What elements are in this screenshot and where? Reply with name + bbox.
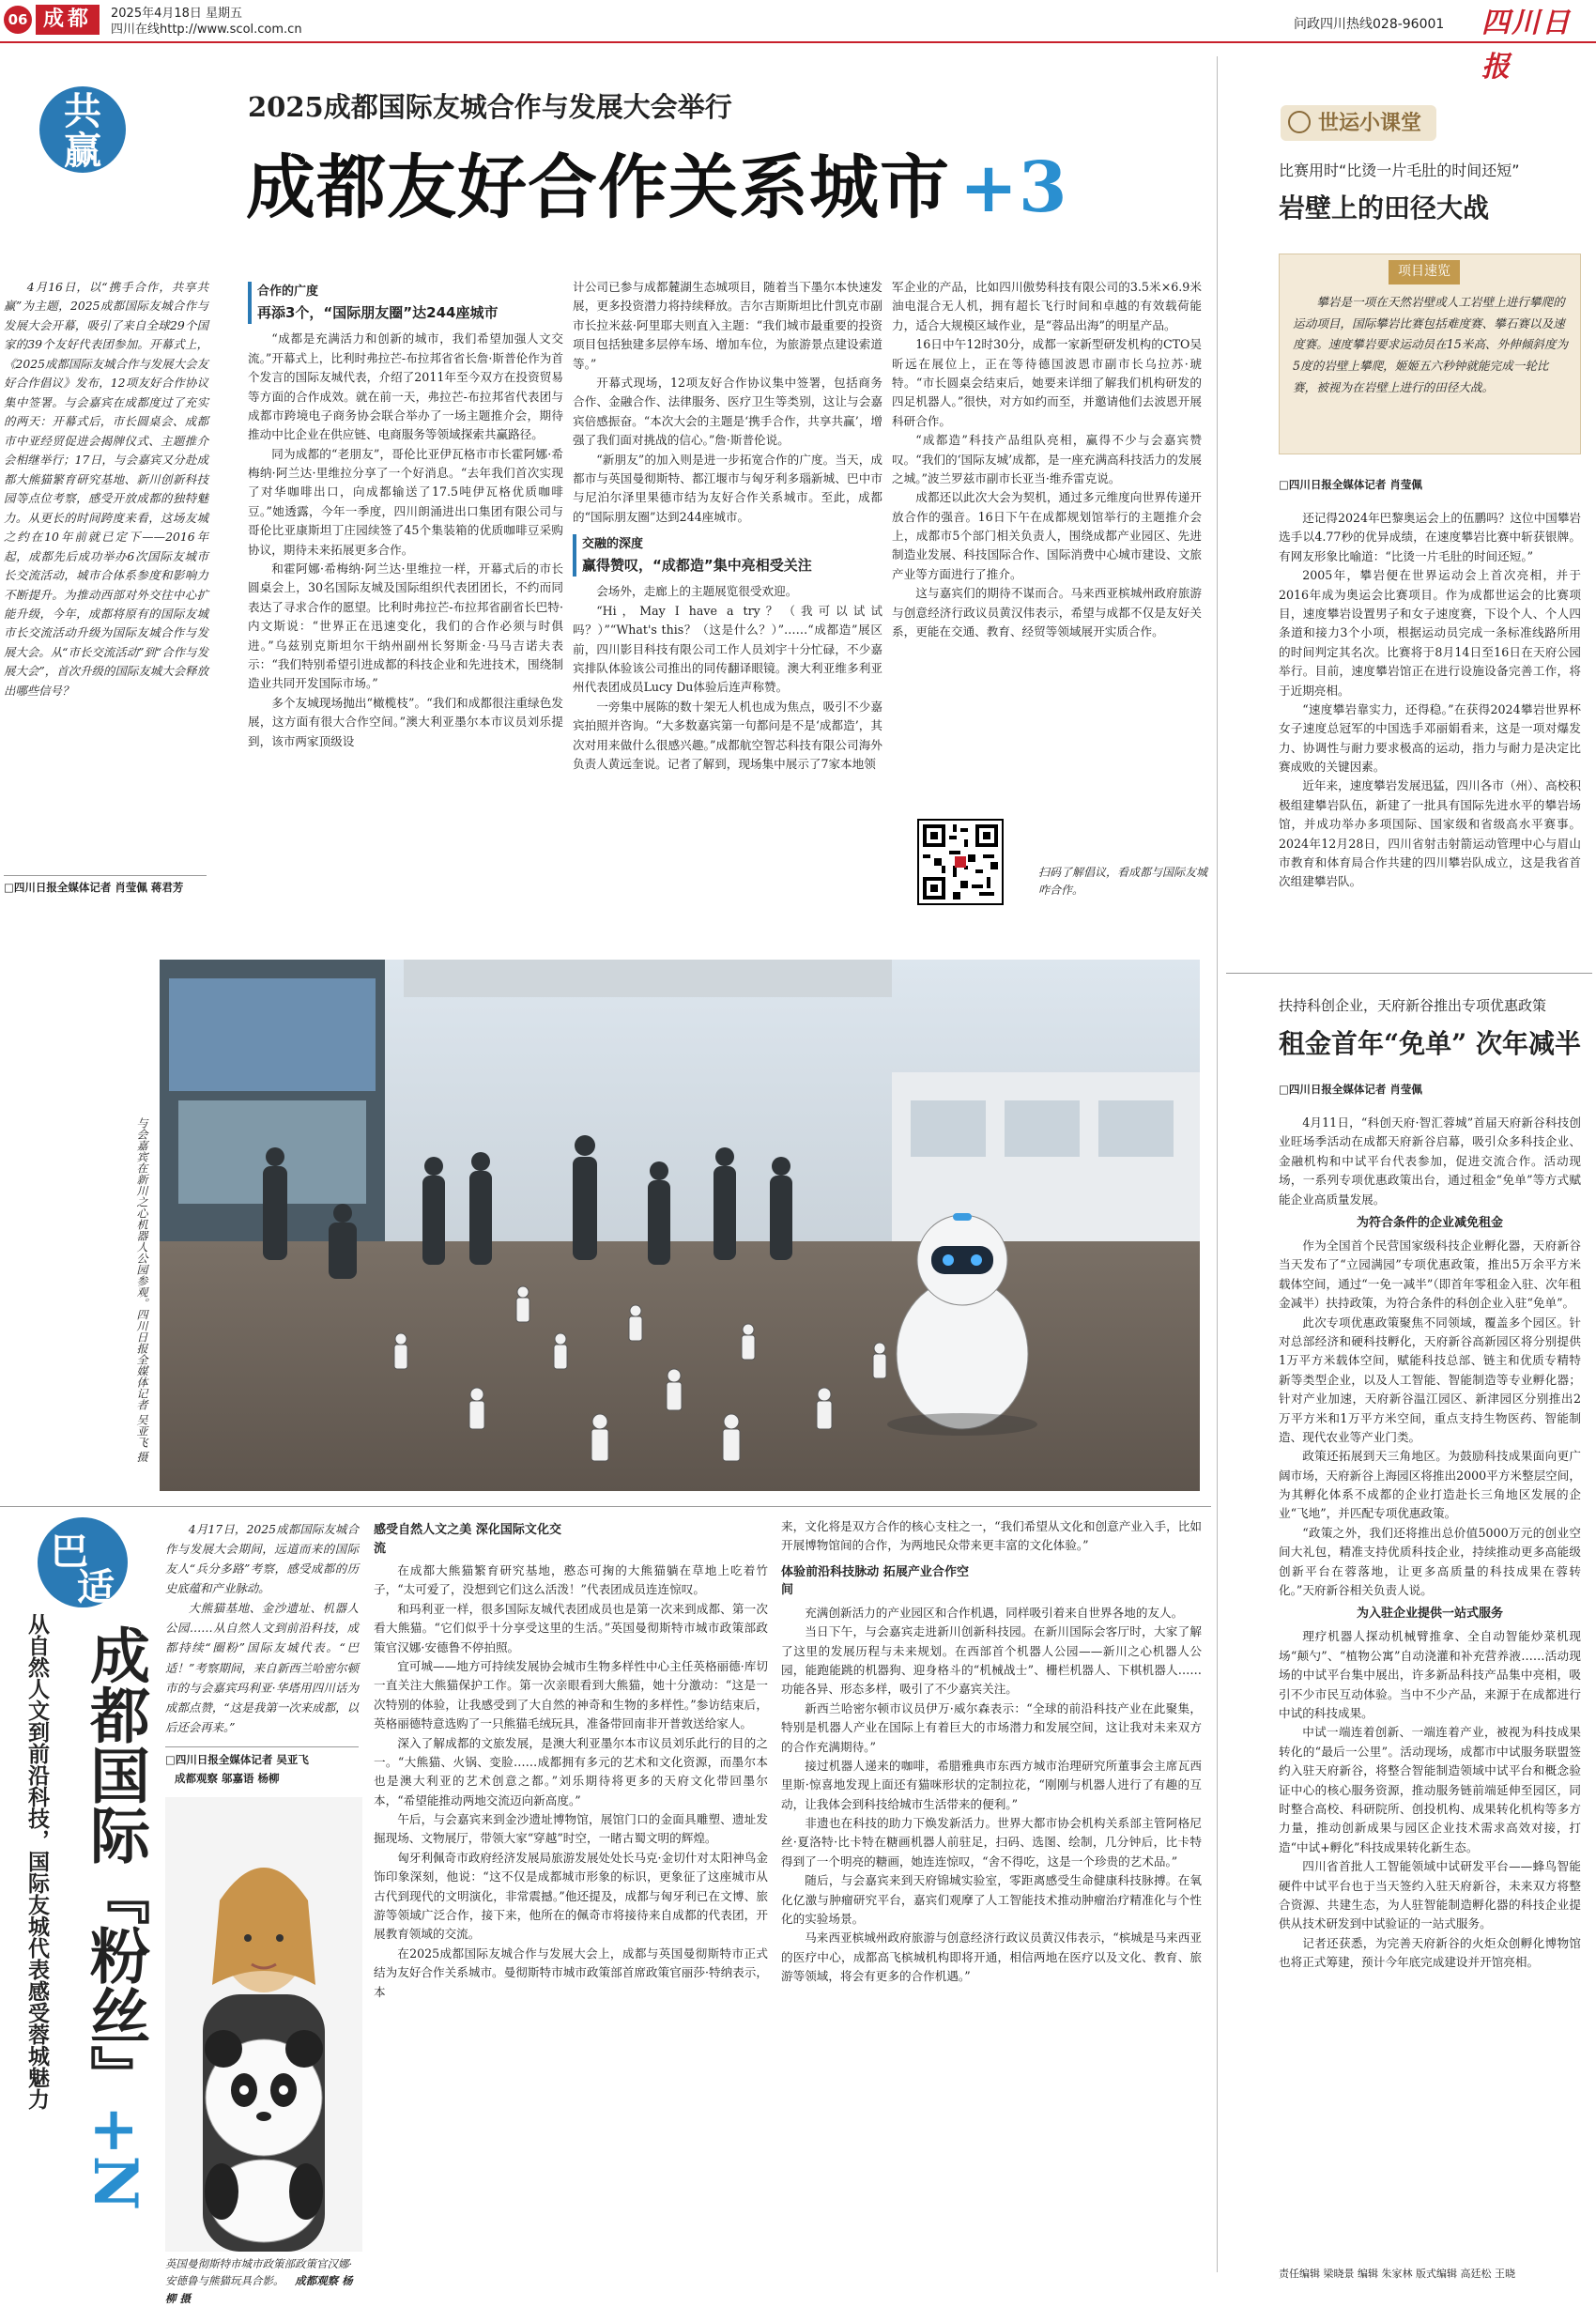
para: 4月11日，“科创天府·智汇蓉城”首届天府新谷科技创业旺场季活动在成都天府新谷启幕，吸引众多科技企业、金融机构和中试平台代表参加，促进交流合作。活动现场，一系列专项优惠政策出台，通过租金“免单”等方式赋能企业高质量发展。 [1279, 1115, 1581, 1207]
editors-credit: 责任编辑 梁晓景 编辑 朱家林 版式编辑 高廷松 王晓 [1279, 2268, 1515, 2280]
para: 计公司已参与成都麓湖生态城项目，随着当下墨尔本快速发展，更多投资潜力将持续释放。吉尔吉斯斯坦比什凯克市副市长拉米兹·阿里耶夫则直入主题：“我们城市最重要的投资项目包括独建多层停车场、增加车位，为旅游景点建设索道等。” [573, 280, 882, 371]
sidebar-divider [1217, 56, 1218, 2272]
sec2-title: 赢得赞叹，“成都造”集中亮相受关注 [573, 554, 882, 577]
quick-facts-title: 项目速览 [1389, 260, 1460, 285]
sidebar1-kicker: 比赛用时“比烫一片毛肚的时间还短” [1279, 161, 1520, 179]
story2-col2 [374, 1517, 768, 2002]
para: “速度攀岩靠实力，还得稳。”在获得2024攀岩世界杯女子速度总冠军的中国选手邓丽娟看来，这是一项对爆发力、协调性与耐力要求极高的运动，指力与耐力是决定比赛成败的关键因素。 [1279, 701, 1581, 775]
para: “新朋友”的加入则是进一步拓宽合作的广度。当天，成都市与英国曼彻斯特、都江堰市与匈牙利多瑙新城、巴中市与尼泊尔泽里果德市结为友好合作关系城市。至此，成都的“国际朋友圈”达到244座城市。 [573, 452, 882, 524]
sec2-label: 交融的深度 [573, 534, 882, 554]
para: 午后，与会嘉宾来到金沙遗址博物馆，展馆门口的金面具雕塑、遗址发掘现场、文物展厅，带领大家“穿越”时空，一睹古蜀文明的辉煌。 [374, 1812, 768, 1846]
para: 随后，与会嘉宾来到天府锦城实验室，零距离感受生命健康科技脉搏。在氧化亿激与肿瘤研究平台，嘉宾们观摩了人工智能技术推动肿瘤治疗精准化与个性化的实验场景。 [781, 1873, 1202, 1927]
quick-facts-text: 攀岩是一项在天然岩壁或人工岩壁上进行攀爬的运动项目，国际攀岩比赛包括难度赛、攀石赛以及速度赛。速度攀岩要求运动员在15米高、外伸倾斜度为5度的岩壁上攀爬，姬姬五六秒钟就能完成一轮比赛，被视为在岩壁上进行的田径大战。 [1293, 295, 1569, 394]
sec1-title: 再添3个，“国际朋友圈”达244座城市 [248, 301, 563, 324]
photo-caption-vertical: 与会嘉宾在新川之心机器人公园参观。四川日报全媒体记者 吴亚飞 摄 [135, 1117, 148, 1463]
para: 来，文化将是双方合作的核心支柱之一，“我们希望从文化和创意产业入手，比如开展博物馆间的合作，为两地民众带来更丰富的文化体验。” [781, 1519, 1202, 1553]
vertical-headline-plus: +N [80, 2105, 150, 2211]
para: 军企业的产品，比如四川傲势科技有限公司的3.5米×6.9米油电混合无人机，拥有超长飞行时间和卓越的有效载荷能力，适合大规模区域作业，是“蓉品出海”的明星产品。 [892, 280, 1202, 332]
issue-date: 2025年4月18日 星期五 [111, 7, 243, 21]
para: 深入了解成都的文旅发展，是澳大利亚墨尔本市议员刘乐此行的目的之一。“大熊猫、火锅、变脸……成都拥有多元的艺术和文化资源，而墨尔本也是澳大利亚的艺术创意之都。”刘乐期待将更多的天府文化带回墨尔本，“希望能推动两地交流迈向新高度。” [374, 1735, 768, 1807]
page-header [0, 0, 1596, 84]
panda-toy-photo [165, 1797, 362, 2252]
caption-text: 英国曼彻斯特市城市政策部政策官汉娜·安德鲁与熊猫玩具合影。 [165, 2257, 353, 2288]
para: 同为成都的“老朋友”，哥伦比亚伊瓦格市市长霍阿娜·希梅纳·阿兰达·里维拉分享了一个好消息。“去年我们首次实现了对华咖啡出口，向成都输送了17.5吨伊瓦格优质咖啡豆。”她透露，今年一季度，四川朗涌进出口集团有限公司与哥伦比亚康斯坦丁庄园续签了45个集装箱的优质咖啡豆采购协议，期待未来拓展更多合作。 [248, 446, 563, 557]
para: 记者还获悉，为完善天府新谷的火炬众创孵化博物馆也将正式筹建，预计今年底完成建设并开馆亮相。 [1279, 1935, 1581, 1970]
byline-rule [4, 875, 207, 876]
para: 四川省首批人工智能领域中试研发平台——蜂鸟智能硬件中试平台也于当天签约入驻天府新谷，未来双方将整合资源、共建生态，为人驻智能制造孵化器的科技企业提供从技术研发到中试验证的一站式服务。 [1279, 1859, 1581, 1931]
story2-col3 [781, 1517, 1202, 1987]
para: 开幕式现场，12项友好合作协议集中签署，包括商务合作、金融合作、法律服务、医疗卫生等类别，这让与会嘉宾倍感振奋。“本次大会的主题是‘携手合作，共享共赢’，增强了我们面对挑战的信心。”詹·斯普伦说。 [573, 375, 882, 448]
badge-text: 共赢 [64, 89, 101, 173]
sidebar2-byline: □四川日报全媒体记者 肖莹佩 [1279, 1083, 1422, 1096]
story1-byline: □四川日报全媒体记者 肖莹佩 蒋君芳 [4, 881, 184, 894]
para: 16日中午12时30分，成都一家新型研发机构的CTO吴昕远在展位上，正在等待德国波恩市副市长乌拉苏·琥特。“市长圆桌会结束后，她要来详细了解我们机构研发的四足机器人。”很快，对方如约而至，并邀请他们去波恩开展科研合作。 [892, 337, 1202, 428]
badge-gongying [39, 86, 126, 173]
para: 成都还以此次大会为契机，通过多元维度向世界传递开放合作的强音。16日下午在成都规划馆举行的主题推介会上，成都市5个部门相关负责人，围绕成都产业园区、先进制造业发展、科技国际合作、国际消费中心城市建设、文旅产业等方面进行了推介。 [892, 490, 1202, 581]
story1-col2 [248, 282, 563, 751]
story2-byline1: □四川日报全媒体记者 吴亚飞 [165, 1753, 309, 1766]
para: 4月17日，2025成都国际友城合作与发展大会期间，远道而来的国际友人“兵分多路”考察，感受成都的历史底蕴和产业脉动。 [165, 1522, 359, 1596]
vertical-headline-main: 成都国际『粉丝』 [80, 1624, 150, 2105]
sidebar2-body [1279, 1114, 1581, 1973]
para: 政策还拓展到天三角地区。为鼓励科技成果面向更广阔市场，天府新谷上海园区将推出2000平方米整层空间，为其孵化体系不成都的企业打造赴长三角地区发展的企业“飞地”，并匹配专项优惠政策。 [1279, 1449, 1581, 1521]
sidebar1-byline: □四川日报全媒体记者 肖莹佩 [1279, 478, 1422, 491]
para: 当日下午，与会嘉宾走进新川创新科技园。在新川国际会客厅时，大家了解了这里的发展历程与未来规划。在西部首个机器人公园——新川之心机器人公园，能跑能跳的机器狗、迎身格斗的“机械战士”、栅栏机器人、下棋机器人……功能各异、形态多样，吸引了不少嘉宾关注。 [781, 1624, 1202, 1697]
sidebar1-headline: 岩壁上的田径大战 [1279, 192, 1490, 223]
para: 马来西亚槟城州政府旅游与创意经济行政议员黄汉伟表示，“槟城是马来西亚的医疗中心，成都高飞槟城机构即将开通，相信两地在医疗以及文化、教育、旅游等领域，将会有更多的合作机遇。” [781, 1930, 1202, 1984]
qr-code[interactable] [917, 819, 1004, 905]
headline-plus: +3 [959, 147, 1068, 228]
robot-park-photo [160, 960, 1200, 1491]
story2-sub1: 感受自然人文之美 深化国际文化交流 [374, 1523, 561, 1556]
para: 理疗机器人探动机械臂推拿、全自动智能炒菜机现场“颠勺”、“植物公寓”自动浇灌和补充营养液……活动现场的中试平台集中展出，许多新品科技产品集中亮相，吸引不少市民互动体验。当中不少产品，来源于在成都进行中试的科技成果。 [1279, 1629, 1581, 1721]
caption-credit: 成都观察 杨柳 摄 [165, 2274, 353, 2305]
panda-photo-caption [165, 2255, 362, 2307]
story1-col3 [573, 278, 882, 774]
story2-byline2: 成都观察 邬嘉语 杨柳 [175, 1772, 280, 1785]
para: 近年来，速度攀岩发展迅猛，四川各市（州）、高校积极组建攀岩队伍，新建了一批具有国际先进水平的攀岩场馆，并成功举办多项国际、国家级和省级高水平赛事。2024年12月28日，四川省射击射箭运动管理中心与眉山市教育和体育局合作共建的四川攀岩队成立，这是我省首次组建攀岩队。 [1279, 778, 1581, 889]
story2-byline-rule [165, 1746, 359, 1747]
sidebar1-body [1279, 509, 1581, 892]
para: 2005年，攀岩便在世界运动会上首次亮相，并于2016年成为奥运会比赛项目。作为成都世运会的比赛项目，速度攀岩设置男子和女子速度赛，下设个人、个人四条道和接力3个小项，根据运动员完成一条标准线路所用的时间判定其名次。比赛将于8月14日至16日在天府公园举行。目前，速度攀岩馆正在进行设施设备完善工作，将于近期亮相。 [1279, 568, 1581, 698]
para: 非遗也在科技的助力下焕发新活力。世界大都市协会机构关系部主管阿格尼丝·夏洛特·比卡特在糖画机器人前驻足，扫码、选图、绘制，几分钟后，比卡特得到了一个明亮的糖画，她连连惊叹，“舍不得吃，这是一个珍贵的艺术品。” [781, 1816, 1202, 1869]
story1-headline [246, 147, 1068, 228]
para: 一旁集中展陈的数十架无人机也成为焦点，吸引不少嘉宾拍照并咨询。“大多数嘉宾第一句都问是不是‘成都造’，其次对用来做什么很感兴趣。”成都航空智芯科技有限公司海外负责人黄远奎说。记者了解到，现场集中展示了7家本地领 [573, 699, 882, 771]
story1-kicker: 2025成都国际友城合作与发展大会举行 [248, 91, 732, 123]
story1-lede [4, 278, 208, 700]
newspaper-logo: 四川日报 [1481, 7, 1572, 84]
sidebar2-sub2: 为入驻企业提供一站式服务 [1356, 1607, 1503, 1622]
para: 和霍阿娜·希梅纳·阿兰达·里维拉一样，开幕式后的市长圆桌会上，30名国际友城及国际组织代表团团长，不约而同表达了寻求合作的愿望。比利时弗拉芒-布拉邦省副省长巴特·内文斯说：“世界正在迅速变化，我们的合作必须与时俱进。”乌兹别克斯坦尔干纳州副州长努斯金·马马吉诺夫表示：“我们特别希望引进成都的科技企业和先进技术，围绕制造业共同开发国际市场。” [248, 561, 563, 691]
para: 还记得2024年巴黎奥运会上的伍鹏吗？这位中国攀岩选手以4.77秒的优异成绩，在速度攀岩比赛中斩获银牌。有网友形象比喻道：“比烫一片毛肚的时间还短。” [1279, 511, 1581, 563]
qr-pattern [919, 821, 1002, 903]
story2-vertical-kicker: 从自然人文到前沿科技，国际友城代表感受蓉城魅力 [24, 1613, 50, 2110]
badge-bashi [38, 1517, 128, 1607]
para: 在成都大熊猫繁育研究基地，憨态可掬的大熊猫躺在草地上吃着竹子，“太可爱了，没想到它们这么活泼！”代表团成员连连惊叹。 [374, 1563, 768, 1597]
sidebar2-kicker: 扶持科创企业，天府新谷推出专项优惠政策 [1279, 997, 1547, 1014]
sec1-label: 合作的广度 [248, 282, 563, 301]
page-number: 06 [4, 6, 32, 34]
badge-char1: 巴 [51, 1530, 88, 1574]
section-tab: 成都 [36, 5, 100, 35]
sidebar2-headline: 租金首年“免单” 次年减半 [1279, 1028, 1581, 1059]
qr-caption: 扫码了解倡议，看成都与国际友城咋合作。 [1038, 866, 1208, 898]
lede-text: 4月16日，以“携手合作，共享共赢”为主题，2025成都国际友城合作与发展大会开幕，吸引了来自全球29个国家的39个友好代表团参加。开幕式上，《2025成都国际友城合作与发展大会友好合作倡议》发布，12项友好合作协议集中签署。与会嘉宾在成都度过了充实的两天：开幕式后，市长圆桌会、成都市中亚经贸促进会揭牌仪式、主题推介会相继举行；17日，与会嘉宾又分赴成都大熊猫繁育研究基地、新川创新科技园等点位考察，感受开放成都的独特魅力。从更长的时间跨度来看，这场友城之约在10年前就已定下——2016年起，成都先后成功举办6次国际友城市长交流活动，城市合体系参度和影响力不断提升。为推动西部对外交往中心扩能升级，今年，成都将原有的国际友城市长交流活动升级为国际友城合作与发展大会。从“市长交流活动”到“合作与发展大会”，首次升级的国际友城大会释放出哪些信号？ [4, 280, 208, 698]
para: “Hi，May I have a try？（我可以试试吗？）”“What's this？（这是什么？）”……“成都造”展区前，四川影目科技有限公司工作人员刘宇十分忙碌，不少嘉宾排队体验该公司推出的同传翻译眼镜。澳大利亚维多利亚州代表团成员Lucy Du体验后连声称赞。 [573, 603, 882, 695]
story2-sub2: 体验前沿科技脉动 拓展产业合作空间 [781, 1564, 969, 1598]
para: 会场外，走廊上的主题展览很受欢迎。 [596, 584, 798, 599]
photo-graphic [160, 960, 1200, 1491]
story2-top-rule [0, 1506, 1211, 1507]
para: 大熊猫基地、金沙遗址、机器人公园……从自然人文到前沿科技，成都持续“圈粉”国际友城代表。“巴适！”考察期间，来自新西兰哈密尔顿市的与会嘉宾玛利亚·华塔用四川话为成都点赞，“这是我第一次来成都，以后还会再来。” [165, 1601, 359, 1734]
para: 充满创新活力的产业园区和合作机遇，同样吸引着来自世界各地的友人。 [805, 1605, 1184, 1620]
para: “成都是充满活力和创新的城市，我们希望加强人文交流。”开幕式上，比利时弗拉芒-布拉邦省省长詹·斯普伦作为首个发言的国际友城代表，介绍了2011年至今双方在投资贸易等方面的合作成效。就在前一天，弗拉芒-布拉邦省代表团与成都市跨境电子商务协会联合举办了一场主题推介会，期待推动中比企业在供应链、电商服务等领域探索共赢路径。 [248, 331, 563, 442]
sidebar-section-rule [1226, 973, 1592, 974]
panda-photo-graphic [165, 1797, 362, 2252]
story1-col4 [892, 278, 1202, 641]
headline-main: 成都友好合作关系城市 [246, 147, 950, 228]
para: 接过机器人递来的咖啡，希腊雅典市东西方城市治理研究所董事会主席瓦西里斯·惊喜地发现上面还有猫咪形状的定制拉花，“刚刚与机器人进行了有趣的互动，让我体会到科技给城市生活带来的便利。” [781, 1758, 1202, 1811]
quick-facts-box [1279, 254, 1581, 454]
story2-lede [165, 1519, 359, 1737]
para: 新西兰哈密尔顿市议员伊万·威尔森表示：“全球的前沿科技产业在此聚集，特别是机器人产业在国际上有着巨大的市场潜力和发展空间，这让我对未来双方的合作充满期待。” [781, 1700, 1202, 1754]
header-rule [0, 41, 1596, 43]
para: 作为全国首个民营国家级科技企业孵化器，天府新谷当天发布了“立园满园”专项优惠政策，推出5万余平方米载体空间，通过“一免一减半”（即首年零租金入驻、次年租金减半）扶持政策，为符合条件的科创企业入驻“免单”。 [1279, 1238, 1581, 1311]
sidebar2-sub1: 为符合条件的企业减免租金 [1356, 1215, 1503, 1230]
para: 和玛利亚一样，很多国际友城代表团成员也是第一次来到成都、第一次看大熊猫。“它们似乎十分享受这里的生活。”英国曼彻斯特市城市政策部政策官汉娜·安德鲁不停拍照。 [374, 1601, 768, 1654]
site-url: 四川在线http://www.scol.com.cn [111, 23, 302, 37]
para: 在2025成都国际友城合作与发展大会上，成都与英国曼彻斯特市正式结为友好合作关系城市。曼彻斯特市城市政策部首席政策官丽莎·特纳表示，本 [374, 1946, 768, 1999]
para: 宜可城——地方可持续发展协会城市生物多样性中心主任英格丽德·库切一直关注大熊猫保护工作。第一次亲眼看到大熊猫，她十分激动：“这是一次特别的体验，让我感受到了大自然的神奇和生物的多样性。”参访结束后，英格丽德特意选购了一只熊猫毛绒玩具，准备带回南非开普敦送给家人。 [374, 1658, 768, 1731]
para: 中试一端连着创新、一端连着产业，被视为科技成果转化的“最后一公里”。活动现场，成都市中试服务联盟签约入驻天府新谷，将整合智能制造领域中试平台和概念验证中心的核心服务资源，推动服务链前端延伸至园区，同时整合高校、科研院所、创投机构、成果转化机构等多方力量，推动创新成果与园区企业技术需求高效对接，打造“中试+孵化”科技成果转化新生态。 [1279, 1725, 1581, 1854]
para: 此次专项优惠政策聚焦不同领域，覆盖多个园区。针对总部经济和硬科技孵化，天府新谷高新园区将分别提供1万平方米载体空间，赋能科技总部、链主和优质专精特新等类型企业，以及人工智能、智能制造等专业孵化器；针对产业加速，天府新谷温江园区、新津园区分别推出2万平方米和1万平方米空间，重点支持生物医药、智能制造、现代农业等产业门类。 [1279, 1315, 1581, 1444]
trophy-icon [1288, 111, 1311, 133]
para: 匈牙利佩奇市政府经济发展局旅游发展处处长马克·金切什对太阳神鸟金饰印象深刻，他说：“这不仅是成都城市形象的标识，更象征了这座城市从古代到现代的文明演化，非常震撼。”他还提及，成都与匈牙利已在文博、旅游等领域广泛合作，接下来，他所在的佩奇市将接待来自成都的代表团，开展教育领域的交流。 [374, 1850, 768, 1942]
sidebar1-badge: 世运小课堂 [1281, 105, 1436, 141]
para: “成都造”科技产品组队亮相，赢得不少与会嘉宾赞叹。“我们的‘国际友城’成都，是一座充满高科技活力的发展之城。”波兰罗兹市副市长亚当·维乔雷克说。 [892, 433, 1202, 485]
para: “政策之外，我们还将推出总价值5000万元的创业空间大礼包，精准支持优质科技企业，持续推动更多高能级创新平台在蓉落地，让更多高质量的科技成果在蓉转化。”天府新谷相关负责人说。 [1279, 1525, 1581, 1598]
para: 这与嘉宾们的期待不谋而合。马来西亚槟城州政府旅游与创意经济行政议员黄汉伟表示，希望与成都不仅是友好关系，更能在交通、教育、经贸等领域展开实质合作。 [892, 586, 1202, 639]
story2-vertical-headline [54, 1624, 158, 2263]
badge-char2: 适 [77, 1565, 115, 1609]
hotline: 问政四川热线028-96001 [1294, 17, 1445, 32]
para: 多个友城现场抛出“橄榄枝”。“我们和成都很注重绿色发展，这方面有很大合作空间。”澳大利亚墨尔本市议员刘乐提到，该市两家顶级设 [248, 695, 563, 748]
